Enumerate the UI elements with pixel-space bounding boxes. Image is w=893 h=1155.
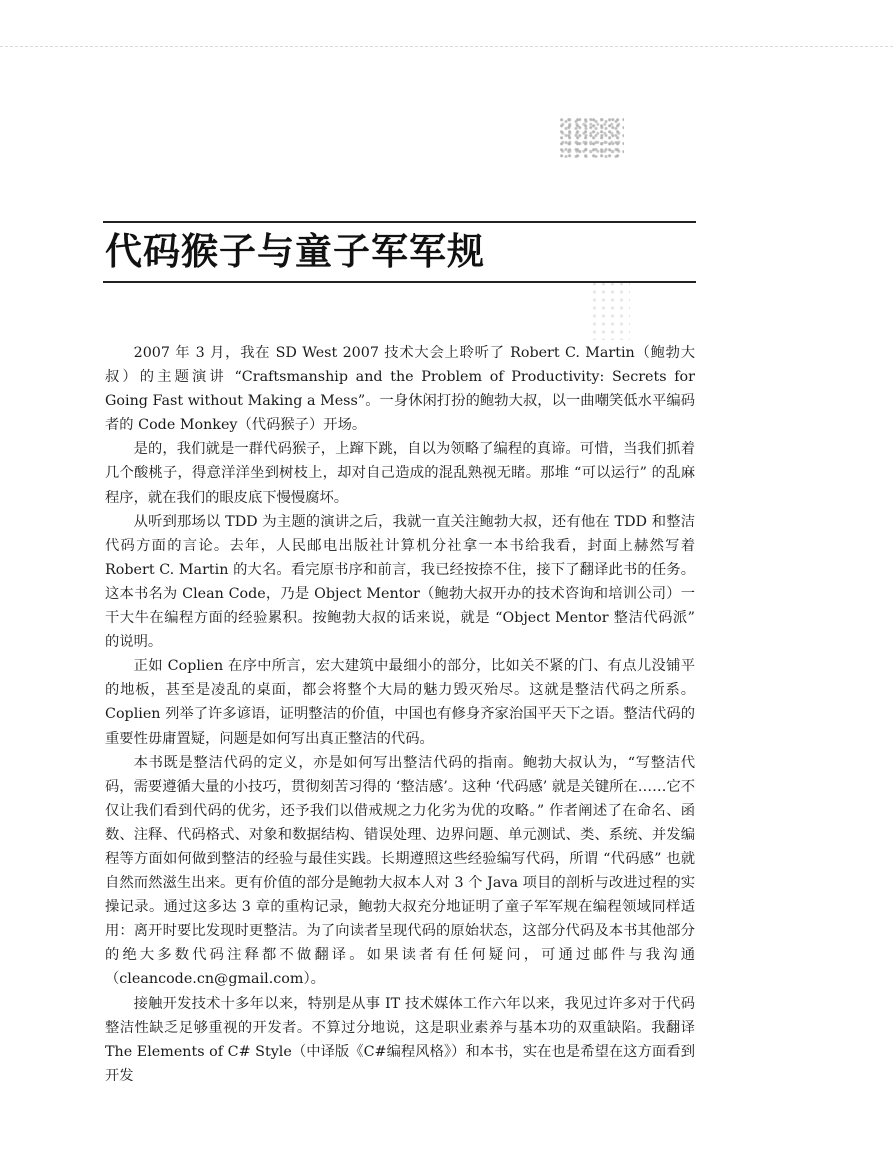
paragraph: 是的，我们就是一群代码猴子，上蹿下跳，自以为领略了编程的真谛。可惜，当我们抓着几个酸桃子，得意洋洋坐到树枝上，却对自己造成的混乱熟视无睹。那堆 “可以运行” 的乱麻程序，就在我们的眼皮底下慢慢腐坏。 bbox=[105, 441, 695, 506]
scan-speckle bbox=[560, 118, 624, 158]
paragraph: 本书既是整洁代码的定义，亦是如何写出整洁代码的指南。鲍勃大叔认为，“写整洁代码，需要遵循大量的小技巧，贯彻刻苦习得的 ‘整洁感’。这种 ‘代码感’ 就是关键所在……它不仅让我们看到代码的优劣，还予我们以借戒规之力化劣为优的攻略。” 作者阐述了在命名、函数、注释、代码格式、对象和数据结构、错误处理、边界问题、单元测试、类、系统、并发编程等方面如何做到整洁的经验与最佳实践。长期遵照这些经验编写代码，所谓 “代码感” 也就自然而然滋生出来。更有价值的部分是鲍勃大叔本人对 3 个 Java 项目的剖析与改进过程的实操记录。通过这多达 3 章的重构记录，鲍勃大叔充分地证明了童子军军规在编程领域同样适用：离开时要比发现时更整洁。为了向读者呈现代码的原始状态，这部分代码及本书其他部分的绝大多数代码注释都不做翻译。如果读者有任何疑问，可通过邮件与我沟通（cleancode.cn@gmail.com）。 bbox=[105, 754, 695, 988]
body-text bbox=[105, 341, 695, 1088]
scan-edge-line bbox=[0, 46, 893, 47]
chapter-title: 代码猴子与童子军军规 bbox=[105, 230, 485, 273]
paragraph: 2007 年 3 月，我在 SD West 2007 技术大会上聆听了 Robert C. Martin（鲍勃大叔）的主题演讲 “Craftsmanship and the Problem of Productivity: Secrets for Going Fast without Making a Mess”。一身休闲打扮的鲍勃大叔，以一曲嘲笑低水平编码者的 Code Monkey（代码猴子）开场。 bbox=[105, 345, 695, 434]
title-rule-bottom bbox=[103, 281, 696, 283]
paragraph: 接触开发技术十多年以来，特别是从事 IT 技术媒体工作六年以来，我见过许多对于代码整洁性缺乏足够重视的开发者。不算过分地说，这是职业素养与基本功的双重缺陷。我翻译 The Elements of C# Style（中译版《C#编程风格》）和本书，实在也是希望在这方面看到开发 bbox=[105, 995, 695, 1084]
paragraph: 正如 Coplien 在序中所言，宏大建筑中最细小的部分，比如关不紧的门、有点儿没铺平的地板，甚至是凌乱的桌面，都会将整个大局的魅力毁灭殆尽。这就是整洁代码之所系。Coplien 列举了许多谚语，证明整洁的价值，中国也有修身齐家治国平天下之语。整洁代码的重要性毋庸置疑，问题是如何写出真正整洁的代码。 bbox=[105, 658, 695, 747]
title-rule-top bbox=[103, 221, 696, 223]
scan-speckle bbox=[590, 280, 630, 340]
paragraph: 从听到那场以 TDD 为主题的演讲之后，我就一直关注鲍勃大叔，还有他在 TDD 和整洁代码方面的言论。去年，人民邮电出版社计算机分社拿一本书给我看，封面上赫然写着 Robert C. Martin 的大名。看完原书序和前言，我已经按捺不住，接下了翻译此书的任务。这本书名为 Clean Code，乃是 Object Mentor（鲍勃大叔开办的技术咨询和培训公司）一干大牛在编程方面的经验累积。按鲍勃大叔的话来说，就是 “Object Mentor 整洁代码派” 的说明。 bbox=[105, 513, 695, 651]
